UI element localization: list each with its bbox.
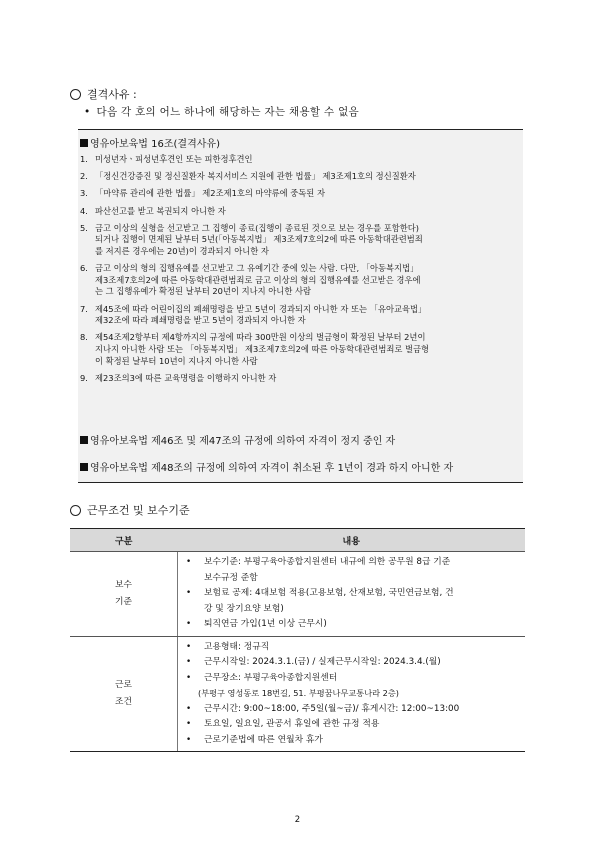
box-heading [80, 135, 220, 150]
content-bullet-item [184, 717, 525, 733]
extra-condition-text: 영유아보육법 제46조 및 제47조의 규정에 의하여 자격이 정지 중인 자 [90, 436, 396, 447]
list-item [80, 372, 277, 385]
content-text-line: 보험료 공제: 4대보험 적용(고용보험, 산재보험, 국민연금보험, 건 [204, 588, 454, 598]
content-text-line: 보수규정 준함 [204, 572, 258, 583]
bullet-dot-icon: • [84, 106, 91, 118]
content-bullet-item [184, 671, 525, 687]
square-bullet-icon [80, 463, 88, 471]
list-item [80, 205, 226, 218]
item-text-line: 제23조의3에 따른 교육명령을 이행하지 아니한 자 [95, 372, 277, 383]
content-text-line: 근무시작일: 2024.3.1.(금) / 실제근무시작일: 2024.3.4.(월) [204, 657, 441, 667]
item-text-line: 금고 이상의 실형을 선고받고 그 집행이 종료(집행이 종료된 것으로 보는 경우를 포함한다) [95, 222, 420, 233]
item-number: 9. [80, 372, 88, 383]
content-text-line: 보수기준: 부평구육아종합지원센터 내규에 의한 공무원 8급 기준 [204, 557, 451, 567]
row-content [178, 636, 526, 752]
item-text-line: 지나지 아니한 사람 또는 「아동복지법」 제3조제7호의2에 따른 아동학대관련범죄로 벌금형 [95, 343, 430, 354]
list-item [80, 222, 423, 256]
item-text-line: 제45조에 따라 어린이집의 폐쇄명령을 받고 5년이 경과되지 아니한 자 또는 「유아교육법」 [95, 303, 427, 314]
item-number: 6. [80, 263, 88, 274]
section-title-text: 결격사유 : [87, 88, 137, 101]
item-text-line: 제54조제2항부터 제4항까지의 규정에 따라 300만원 이상의 벌금형이 확정된 날부터 2년이 [95, 332, 426, 343]
content-bullet-item [184, 617, 525, 633]
category-text: 기준 [115, 596, 132, 607]
table-row [70, 636, 525, 752]
item-text-line: 를 저지른 경우에는 20년)이 경과되지 아니한 자 [95, 245, 269, 256]
content-text-line: 근로기준법에 따른 연월차 휴가 [204, 734, 323, 745]
item-number: 7. [80, 303, 88, 314]
bullet-dot-icon: • [186, 619, 192, 629]
work-conditions-table [70, 528, 525, 752]
list-item [80, 154, 253, 166]
section-title-text: 근무조건 및 보수기준 [87, 504, 190, 517]
box-heading-text: 영유아보육법 16조(결격사유) [90, 139, 220, 150]
item-text-line: 이 확정된 날부터 10년이 지나지 아니한 사람 [95, 355, 258, 366]
header-category: 구분 [70, 529, 178, 552]
item-text-line: 파산선고를 받고 복권되지 아니한 자 [95, 205, 226, 216]
bullet-dot-icon: • [186, 641, 192, 652]
bullet-dot-icon: • [186, 734, 192, 745]
item-text-line: 미성년자ㆍ피성년후견인 또는 피한정후견인 [95, 154, 253, 164]
circle-bullet-icon [70, 505, 81, 516]
item-number: 3. [80, 188, 88, 199]
list-item [80, 171, 416, 183]
item-text-line: 제32조에 따라 폐쇄명령을 받고 5년이 경과되지 아니한 자 [95, 315, 306, 326]
square-bullet-icon [80, 139, 88, 147]
content-bullet-item [184, 655, 525, 671]
content-bullet-item [184, 640, 525, 656]
bullet-dot-icon: • [186, 657, 192, 667]
bullet-dot-icon: • [186, 588, 192, 598]
content-bullet-item [184, 586, 525, 617]
bullet-dot-icon: • [186, 719, 192, 729]
content-text-line: 근무시간: 9:00~18:00, 주5일(월~금)/ 휴게시간: 12:00~13:00 [204, 703, 460, 714]
item-number: 1. [80, 154, 88, 164]
summary-text: 다음 각 호의 어느 하나에 해당하는 자는 채용할 수 없음 [96, 106, 359, 118]
content-bullet-item [184, 702, 525, 718]
category-text: 보수 [115, 579, 132, 590]
table-header-row [70, 529, 525, 552]
extra-condition-2 [80, 459, 453, 474]
category-text: 조건 [115, 696, 132, 707]
item-text-line: 제3조제7호의2에 따른 아동학대관련범죄로 금고 이상의 형의 집행유예를 선고받은 경우에 [95, 274, 421, 285]
extra-condition-text: 영유아보육법 제48조의 규정에 의하여 자격이 취소된 후 1년이 경과 하지 아니한 자 [90, 463, 454, 474]
list-item [80, 188, 325, 200]
bullet-dot-icon: • [186, 557, 192, 567]
content-text-line: 퇴직연금 가입(1년 이상 근무시) [204, 619, 327, 629]
disqualification-summary [84, 104, 359, 119]
content-text-line: 토요일, 일요일, 관공서 휴일에 관한 규정 적용 [204, 719, 380, 729]
category-text: 근로 [115, 679, 132, 690]
row-category [70, 552, 178, 637]
row-content [178, 552, 526, 637]
section-title-disqualification [70, 86, 137, 102]
item-text-line: 「정신건강증진 및 정신질환자 복지서비스 지원에 관한 법률」 제3조제1호의 정신질환자 [95, 171, 416, 182]
table-body [70, 552, 525, 752]
page-number: 2 [294, 815, 301, 825]
section-title-work-conditions [70, 502, 190, 518]
content-text-line: 고용형태: 정규직 [204, 641, 270, 652]
address-note: (부평구 영성동로 18번길, 51. 부평꿈나무교통나라 2층) [198, 688, 399, 698]
item-number: 2. [80, 171, 88, 182]
content-bullet-item [184, 733, 525, 749]
list-item [80, 263, 421, 297]
content-text-line: 근무장소: 부평구육아종합지원센터 [204, 672, 338, 683]
item-text-line: 는 그 집행유예가 확정된 날부터 20년이 지나지 아니한 사람 [95, 286, 311, 297]
extra-condition-1 [80, 432, 395, 447]
circle-bullet-icon [70, 89, 81, 100]
item-text-line: 되거나 집행이 면제된 날부터 5년(「아동복지법」 제3조제7호의2에 따른 아동학대관련범죄 [95, 234, 423, 245]
item-number: 8. [80, 332, 88, 343]
content-bullet-item [184, 555, 525, 586]
list-item [80, 303, 427, 326]
item-text-line: 금고 이상의 형의 집행유예를 선고받고 그 유예기간 중에 있는 사람. 다만, 「아동복지법」 [95, 263, 419, 274]
square-bullet-icon [80, 436, 88, 444]
item-number: 5. [80, 222, 88, 233]
bullet-dot-icon: • [186, 672, 192, 683]
content-text-line: 강 및 장기요양 보험) [204, 603, 284, 614]
header-content: 내용 [178, 529, 526, 552]
item-number: 4. [80, 205, 88, 216]
bullet-dot-icon: • [186, 703, 192, 714]
item-text-line: 「마약류 관리에 관한 법률」 제2조제1호의 마약류에 중독된 자 [95, 188, 325, 199]
list-item [80, 332, 430, 366]
row-category [70, 636, 178, 752]
table-row [70, 552, 525, 637]
